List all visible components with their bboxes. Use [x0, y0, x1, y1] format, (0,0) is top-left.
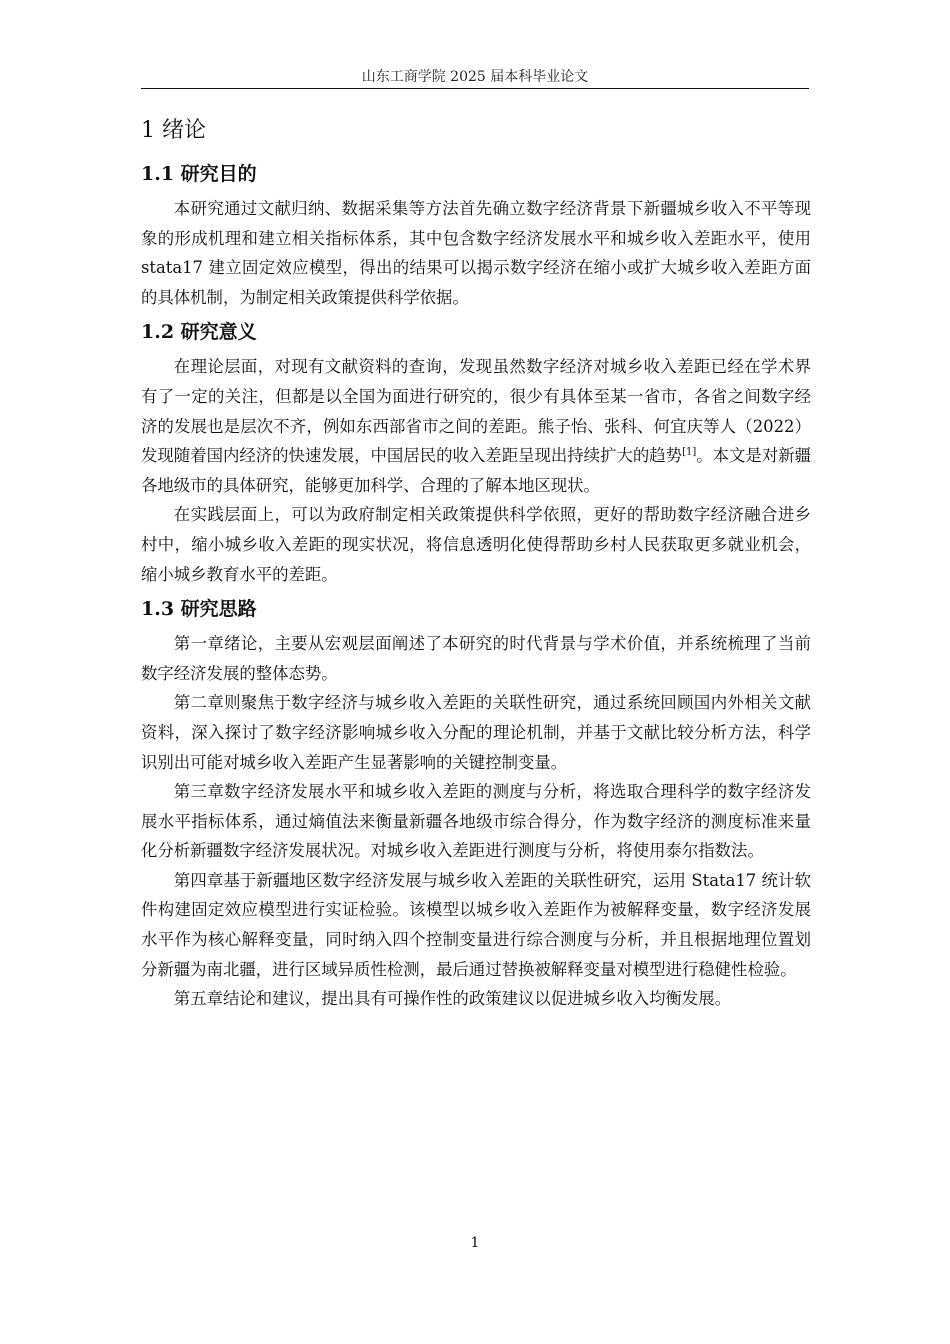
chapter-title: 1 绪论	[141, 118, 206, 143]
section-title-purpose: 1.1 研究目的	[141, 163, 257, 185]
header-divider	[141, 88, 809, 89]
paragraph: 本研究通过文献归纳、数据采集等方法首先确立数字经济背景下新疆城乡收入不平等现象的形成机理和建立相关指标体系，其中包含数字经济发展水平和城乡收入差距水平，使用 stata17 建立固定效应模型，得出的结果可以揭示数字经济在缩小或扩大城乡收入差距方面的具体机制，为制定相关政策提供科学依据。	[141, 199, 811, 307]
running-header: 山东工商学院 2025 届本科毕业论文	[361, 69, 589, 85]
paragraph: 第二章则聚焦于数字经济与城乡收入差距的关联性研究，通过系统回顾国内外相关文献资料，深入探讨了数字经济影响城乡收入分配的理论机制，并基于文献比较分析方法，科学识别出可能对城乡收入差距产生显著影响的关键控制变量。	[141, 693, 811, 772]
section-title-approach: 1.3 研究思路	[141, 598, 257, 621]
paragraph: 第三章数字经济发展水平和城乡收入差距的测度与分析，将选取合理科学的数字经济发展水平指标体系，通过熵值法来衡量新疆各地级市综合得分，作为数字经济的测度标准来量化分析新疆数字经济发展状况。对城乡收入差距进行测度与分析，将使用泰尔指数法。	[141, 782, 811, 861]
paragraph-text: 在理论层面，对现有文献资料的查询，发现虽然数字经济对城乡收入差距已经在学术界有了一定的关注，但都是以全国为面进行研究的，很少有具体至某一省市，各省之间数字经济的发展也是层次不齐，例如东西部省市之间的差距。熊子怡、张科、何宜庆等人（2022）发现随着国内经济的快速发展，中国居民的收入差距呈现出持续扩大的趋势	[141, 357, 811, 466]
paragraph: 第五章结论和建议，提出具有可操作性的政策建议以促进城乡收入均衡发展。	[173, 989, 732, 1009]
paragraph: 第四章基于新疆地区数字经济发展与城乡收入差距的关联性研究，运用 Stata17 统计软件构建固定效应模型进行实证检验。该模型以城乡收入差距作为被解释变量，数字经济发展水平作为核心解释变量，同时纳入四个控制变量进行综合测度与分析，并且根据地理位置划分新疆为南北疆，进行区域异质性检测，最后通过替换被解释变量对模型进行稳健性检验。	[141, 870, 811, 979]
section-title-significance: 1.2 研究意义	[141, 321, 257, 344]
paragraph: 在实践层面上，可以为政府制定相关政策提供科学依照，更好的帮助数字经济融合进乡村中，缩小城乡收入差距的现实状况，将信息透明化使得帮助乡村人民获取更多就业机会，缩小城乡教育水平的差距。	[141, 505, 811, 584]
page-body	[141, 114, 811, 1014]
citation-marker: [1]	[682, 446, 697, 458]
paragraph	[141, 352, 811, 500]
page-number: 1	[470, 1235, 480, 1251]
paragraph-text: 。本文是对新疆各地级市的具体研究，能够更加科学、合理的了解本地区现状。	[141, 446, 812, 495]
paragraph: 第一章绪论，主要从宏观层面阐述了本研究的时代背景与学术价值，并系统梳理了当前数字经济发展的整体态势。	[141, 634, 811, 683]
